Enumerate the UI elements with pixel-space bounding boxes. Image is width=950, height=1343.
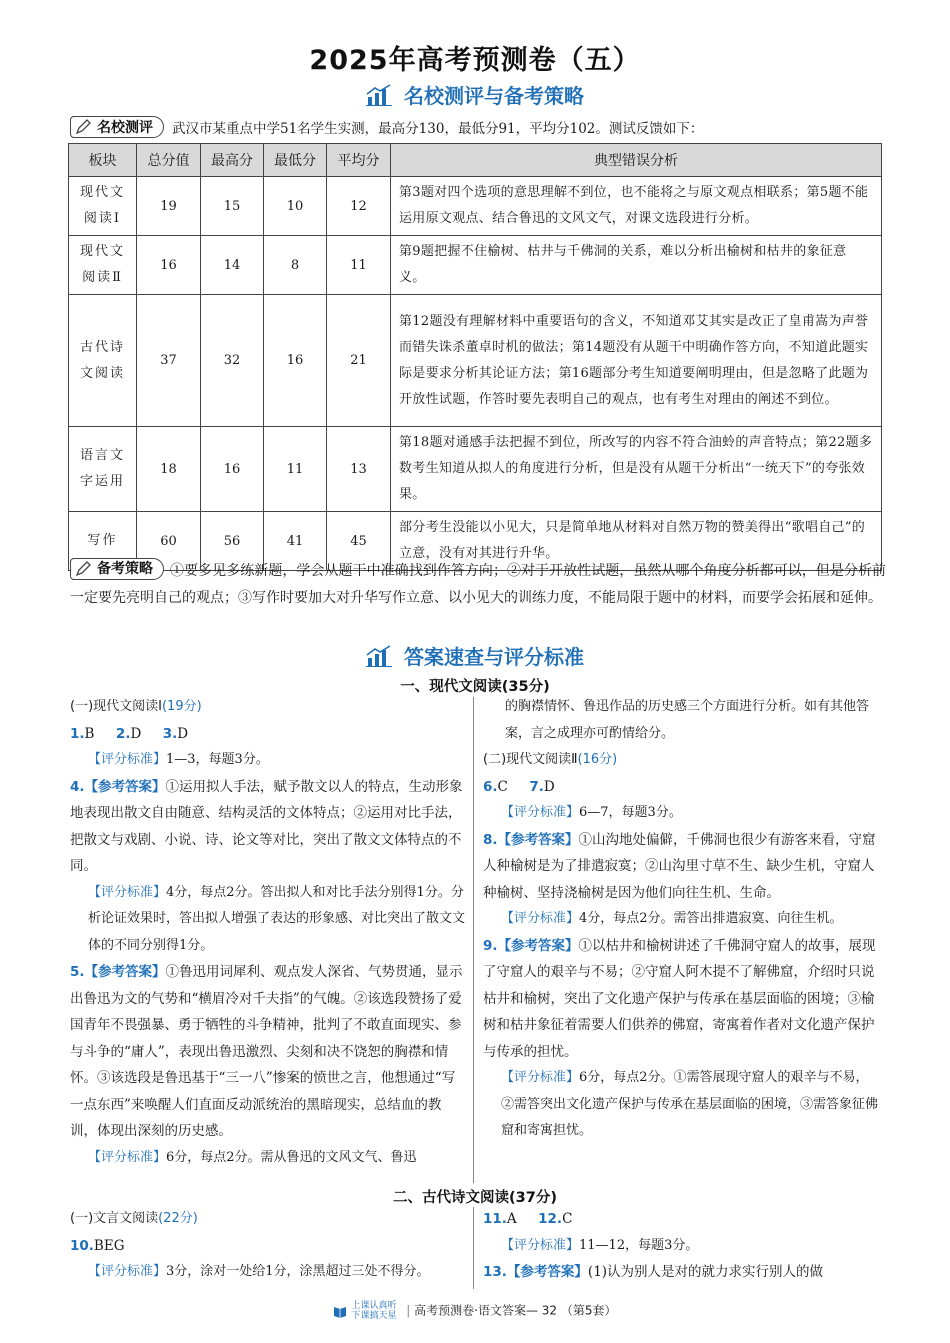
table-header-row	[69, 144, 882, 177]
strategy-block	[70, 558, 886, 612]
scoring-label: 【评分标准】	[88, 1264, 167, 1279]
table-cell: 60	[137, 512, 201, 571]
table-cell: 写作	[69, 512, 137, 571]
scoring-text: 1—3，每题3分。	[166, 752, 269, 767]
answer-text: ①以枯井和榆树讲述了千佛洞守窟人的故事，展现了守窟人的艰辛与不易；②守窟人阿木提不了解佛窟，介绍时只说枯井和榆树，突出了文化遗产保护与传承在基层面临的困境；③榆树和枯井象征着需要人们供养的佛窟，寄寓着作者对文化遗产保护与传承的担忧。	[483, 937, 876, 1060]
section-heading-text: 答案速查与评分标准	[404, 645, 584, 669]
table-header: 最高分	[201, 144, 264, 177]
subsection-name: (二)现代文阅读Ⅱ	[483, 752, 578, 767]
scoring-label: 【评分标准】	[88, 884, 167, 900]
table-header: 典型错误分析	[391, 144, 882, 177]
scoring-label: 【评分标准】	[501, 1070, 580, 1085]
subsection-title	[70, 1206, 466, 1233]
answer-value: D	[177, 725, 189, 742]
answer-text: (1)认为别人是对的就力求实行别人的做	[587, 1264, 824, 1280]
strategy-tag	[70, 558, 164, 580]
subsection-title	[483, 747, 881, 774]
answer-value: D	[543, 778, 555, 795]
table-cell: 古代诗文阅读	[69, 295, 137, 427]
table-cell: 37	[137, 295, 201, 427]
answer-q8	[483, 827, 881, 907]
pen-icon	[75, 119, 91, 135]
question-number: 8.	[483, 831, 498, 848]
table-header: 总分值	[137, 144, 201, 177]
scoring-standard	[70, 1259, 466, 1286]
table-cell: 32	[201, 295, 264, 427]
question-number: 2.	[115, 725, 131, 742]
table-cell: 12	[327, 177, 391, 236]
evaluation-tag-label: 名校测评	[97, 120, 153, 136]
answer-value: BEG	[93, 1237, 125, 1254]
table-cell: 56	[201, 512, 264, 571]
page-title: 2025年高考预测卷（五）	[309, 45, 641, 76]
scoring-label: 【评分标准】	[501, 805, 580, 820]
score-table	[68, 143, 882, 571]
scoring-text: 6分，每点2分。①需答展现守窟人的艰辛与不易，②需答突出文化遗产保护与传承在基层面临的困境，③需答象征佛窟和寄寓担忧。	[501, 1070, 879, 1138]
table-cell: 11	[264, 427, 327, 512]
logo-line: 下课搞天星	[351, 1311, 397, 1321]
question-number: 13.	[483, 1264, 507, 1280]
scoring-standard	[70, 880, 466, 960]
answer-q10	[70, 1233, 466, 1260]
table-row	[69, 295, 882, 427]
strategy-tag-label: 备考策略	[97, 560, 153, 577]
scoring-label: 【评分标准】	[501, 911, 580, 926]
question-number: 3.	[162, 725, 178, 742]
reference-label: 【参考答案】	[497, 831, 579, 848]
page-footer	[0, 1301, 950, 1321]
scoring-text: 6—7，每题3分。	[579, 805, 682, 820]
subsection-points: (16分)	[577, 752, 618, 767]
scoring-standard	[483, 1065, 881, 1145]
answer-value: C	[562, 1211, 573, 1227]
question-number: 10.	[70, 1237, 94, 1254]
scoring-label: 【评分标准】	[88, 1149, 167, 1165]
table-cell: 部分考生没能以小见大，只是简单地从材料对自然万物的赞美得出“歌唱自己”的立意，没有对其进行升华。	[391, 512, 882, 571]
question-number: 12.	[538, 1211, 563, 1227]
table-cell: 10	[264, 177, 327, 236]
subsection-points: (22分)	[158, 1211, 198, 1226]
table-cell: 现代文阅读Ⅰ	[69, 177, 137, 236]
evaluation-intro	[70, 116, 890, 138]
table-cell: 16	[264, 295, 327, 427]
scoring-label: 【评分标准】	[501, 1237, 580, 1253]
table-cell: 18	[137, 427, 201, 512]
scoring-text-continued: 的胸襟情怀、鲁迅作品的历史感三个方面进行分析。如有其他答案，言之成理亦可酌情给分。	[505, 699, 870, 741]
answer-q5	[70, 959, 466, 1145]
table-cell: 11	[327, 236, 391, 295]
reference-label: 【参考答案】	[84, 964, 166, 980]
table-cell: 语言文字运用	[69, 427, 137, 512]
section-heading-evaluation	[0, 80, 950, 110]
table-cell: 第9题把握不住榆树、枯井与千佛洞的关系，难以分析出榆树和枯井的象征意义。	[391, 236, 882, 295]
question-number: 6.	[483, 778, 498, 795]
table-cell: 16	[201, 427, 264, 512]
answer-value: B	[84, 725, 95, 742]
table-cell: 第12题没有理解材料中重要语句的含义，不知道邓艾其实是改正了皇甫嵩为声誉而错失诛杀董卓时机的做法；第14题没有从题干中明确作答方向，不知道此题实际是要求分析其论证方法；第16题部分考生知道要阐明理由，但是忽略了此题为开放性试题，作答时要先表明自己的观点，也有考生对理由的阐述不到位。	[391, 295, 882, 427]
table-header: 平均分	[327, 144, 391, 177]
scoring-text: 11—12，每题3分。	[579, 1237, 699, 1253]
answer-value: C	[497, 778, 508, 795]
question-number: 11.	[483, 1211, 507, 1227]
table-cell: 15	[201, 177, 264, 236]
answer-q9	[483, 933, 881, 1066]
question-number: 5.	[70, 964, 85, 980]
answers-left-column	[70, 694, 466, 1171]
table-cell: 21	[327, 295, 391, 427]
table-row	[69, 236, 882, 295]
part-title-classical-reading: 二、古代诗文阅读(37分)	[393, 1190, 557, 1206]
section-heading-text: 名校测评与备考策略	[404, 84, 584, 108]
question-number: 9.	[483, 937, 498, 954]
answer-q13	[483, 1259, 881, 1286]
question-number: 4.	[70, 778, 85, 795]
section-heading-answers	[0, 641, 950, 671]
table-cell: 第18题对通感手法把握不到位，所改写的内容不符合油蛉的声音特点；第22题多数考生知道从拟人的角度进行分析，但是没有从题干分析出“一统天下”的夸张效果。	[391, 427, 882, 512]
answer-q4	[70, 774, 466, 880]
answer-line-q6-7	[483, 774, 881, 801]
part-title-modern-reading: 一、现代文阅读(35分)	[400, 679, 550, 695]
scoring-standard	[483, 1233, 881, 1260]
scoring-standard	[70, 1145, 466, 1172]
table-cell: 41	[264, 512, 327, 571]
reference-label: 【参考答案】	[506, 1264, 588, 1280]
answer-text: ①运用拟人手法，赋予散文以人的特点，生动形象地表现出散文自由随意、结构灵活的文体特点；②运用对比手法，把散文与戏剧、小说、诗、论文等对比，突出了散文文体特点的不同。	[70, 778, 463, 874]
column-divider	[473, 1207, 474, 1289]
answers-left-column-2	[70, 1206, 466, 1286]
footer-separator: |	[406, 1303, 411, 1318]
table-cell: 13	[327, 427, 391, 512]
brand-logo	[333, 1301, 396, 1321]
subsection-name: (一)现代文阅读Ⅰ	[70, 699, 162, 714]
answer-text: ①山沟地处偏僻，千佛洞也很少有游客来看，守窟人种榆树是为了排遣寂寞；②山沟里寸草不生、缺少生机，守窟人种榆树、坚持浇榆树是因为他们向往生机、生命。	[483, 831, 876, 901]
logo-text	[351, 1301, 396, 1321]
scoring-text: 6分，每点2分。需从鲁迅的文风文气、鲁迅	[166, 1149, 417, 1165]
question-number: 1.	[70, 725, 85, 742]
scoring-text: 4分，每点2分。需答出排遣寂寞、向往生机。	[579, 911, 843, 926]
scoring-standard	[483, 800, 881, 827]
chart-growth-icon	[366, 645, 392, 667]
answer-value: D	[130, 725, 142, 742]
scoring-text: 4分，每点2分。答出拟人和对比手法分别得1分。分析论证效果时，答出拟人增强了表达的形象感、对比突出了散文文体的不同分别得1分。	[88, 884, 466, 953]
logo-line: 上课认真听	[351, 1301, 397, 1311]
column-divider	[473, 697, 474, 1183]
subsection-points: (19分)	[161, 699, 202, 714]
scoring-label: 【评分标准】	[88, 752, 167, 767]
table-cell: 现代文阅读Ⅱ	[69, 236, 137, 295]
table-cell: 8	[264, 236, 327, 295]
evaluation-intro-text: 武汉市某重点中学51名学生实测，最高分130，最低分91，平均分102。测试反馈如下：	[172, 121, 704, 137]
scoring-standard	[483, 906, 881, 933]
table-cell: 45	[327, 512, 391, 571]
table-row	[69, 427, 882, 512]
reference-label: 【参考答案】	[84, 778, 166, 795]
table-cell: 16	[137, 236, 201, 295]
table-header: 最低分	[264, 144, 327, 177]
subsection-title	[70, 694, 466, 721]
chart-growth-icon	[366, 84, 392, 106]
table-header: 板块	[69, 144, 137, 177]
answer-text: ①鲁迅用词犀利、观点发人深省、气势贯通，显示出鲁迅为文的气势和“横眉冷对千夫指”的气魄。②该选段赞扬了爱国青年不畏强暴、勇于牺牲的斗争精神，批判了不敢直面现实、参与斗争的“庸人”，表现出鲁迅激烈、尖刻和决不饶恕的胸襟和情怀。③该选段是鲁迅基于“三一八”惨案的愤世之言，他想通过“写一点东西”来唤醒人们直面反动派统治的黑暗现实，总结血的教训，体现出深刻的历史感。	[70, 964, 463, 1139]
answer-line-q11-12	[483, 1206, 881, 1233]
pen-icon	[75, 561, 91, 577]
reference-label: 【参考答案】	[497, 937, 579, 954]
evaluation-tag	[70, 116, 164, 138]
scoring-standard	[70, 747, 466, 774]
table-cell: 第3题对四个选项的意思理解不到位，也不能将之与原文观点相联系；第5题不能运用原文观点、结合鲁迅的文风文气，对课文选段进行分析。	[391, 177, 882, 236]
answers-right-column-2	[483, 1206, 881, 1286]
subsection-name: (一)文言文阅读	[70, 1211, 159, 1226]
question-number: 7.	[529, 778, 544, 795]
table-cell: 14	[201, 236, 264, 295]
answer-line-q1-3	[70, 721, 466, 748]
answers-right-column	[483, 694, 881, 1145]
strategy-text: ①要多见多练新题，学会从题干中准确找到作答方向；②对于开放性试题，虽然从哪个角度分析都可以，但是分析前一定要先亮明自己的观点；③写作时要加大对升华写作立意、以小见大的训练力度，不能局限于题中的材料，而要学会拓展和延伸。	[70, 563, 886, 606]
book-icon	[333, 1304, 347, 1318]
table-row	[69, 177, 882, 236]
footer-text: 高考预测卷·语文答案— 32 （第5套）	[414, 1303, 617, 1318]
scoring-text: 3分，涂对一处给1分，涂黑超过三处不得分。	[166, 1264, 430, 1279]
answer-value: A	[506, 1211, 517, 1227]
table-cell: 19	[137, 177, 201, 236]
